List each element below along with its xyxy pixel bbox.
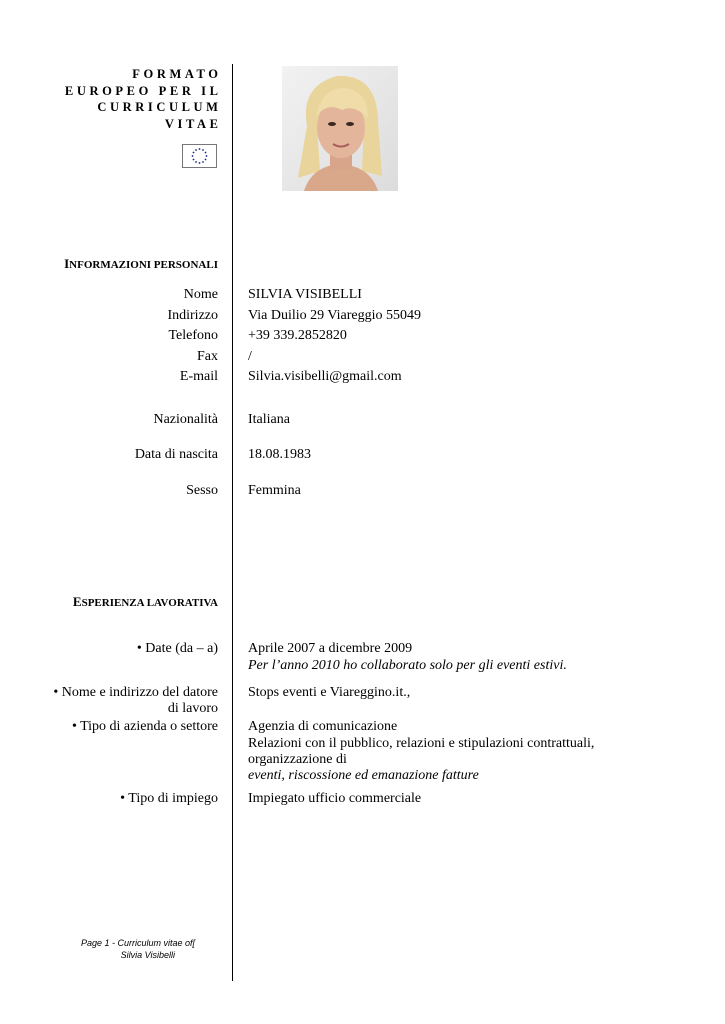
value-indirizzo: Via Duilio 29 Viareggio 55049 bbox=[248, 308, 422, 323]
footer-line-1: Page 1 - Curriculum vitae of[ bbox=[80, 938, 195, 948]
label-indirizzo: Indirizzo bbox=[167, 308, 218, 323]
section-heading-work: ESPERIENZA LAVORATIVA bbox=[72, 594, 218, 609]
value-sector-detail-italic: eventi, riscossione ed emanazione fatture bbox=[248, 768, 479, 783]
label-job: • Tipo di impiego bbox=[120, 791, 218, 806]
value-employer: Stops eventi e Viareggino.it., bbox=[248, 685, 411, 700]
label-telefono: Telefono bbox=[168, 328, 218, 343]
value-sesso: Femmina bbox=[248, 483, 301, 498]
label-fax: Fax bbox=[197, 349, 218, 364]
title-line-4: VITAE bbox=[164, 116, 222, 131]
label-sesso: Sesso bbox=[186, 483, 218, 498]
label-dates: • Date (da – a) bbox=[136, 641, 218, 656]
label-nazionalita: Nazionalità bbox=[153, 412, 218, 427]
label-employer-line-1: • Nome e indirizzo del datore bbox=[53, 685, 218, 700]
document-title bbox=[64, 66, 222, 132]
value-data-nascita: 18.08.1983 bbox=[248, 447, 311, 462]
column-divider bbox=[232, 64, 233, 981]
label-data-nascita: Data di nascita bbox=[134, 447, 218, 462]
value-email: Silvia.visibelli@gmail.com bbox=[248, 369, 402, 384]
label-email: E-mail bbox=[179, 369, 218, 384]
value-fax: / bbox=[248, 349, 252, 364]
value-nazionalita: Italiana bbox=[248, 412, 290, 427]
title-line-3: CURRICULUM bbox=[97, 100, 222, 114]
value-nome: SILVIA VISIBELLI bbox=[248, 287, 362, 302]
footer-line-2: Silvia Visibelli bbox=[120, 950, 175, 960]
section-heading-personal: INFORMAZIONI PERSONALI bbox=[64, 256, 218, 271]
eu-flag-icon bbox=[182, 144, 217, 168]
value-telefono: +39 339.2852820 bbox=[248, 328, 347, 343]
label-sector: • Tipo di azienda o settore bbox=[71, 719, 218, 734]
label-nome: Nome bbox=[183, 287, 218, 302]
profile-photo bbox=[282, 66, 398, 191]
value-dates: Aprile 2007 a dicembre 2009 bbox=[248, 641, 413, 656]
value-sector-detail: Relazioni con il pubblico, relazioni e stipulazioni contrattuali, organizzazione di bbox=[248, 736, 595, 767]
page-footer bbox=[81, 937, 195, 961]
value-sector: Agenzia di comunicazione bbox=[248, 719, 398, 734]
title-line-2: EUROPEO PER IL bbox=[64, 83, 222, 98]
value-dates-note: Per l’anno 2010 ho collaborato solo per gli eventi estivi. bbox=[248, 658, 567, 673]
label-employer-line-2: di lavoro bbox=[167, 701, 218, 716]
title-line-1: FORMATO bbox=[132, 67, 222, 81]
value-job: Impiegato ufficio commerciale bbox=[248, 791, 422, 806]
